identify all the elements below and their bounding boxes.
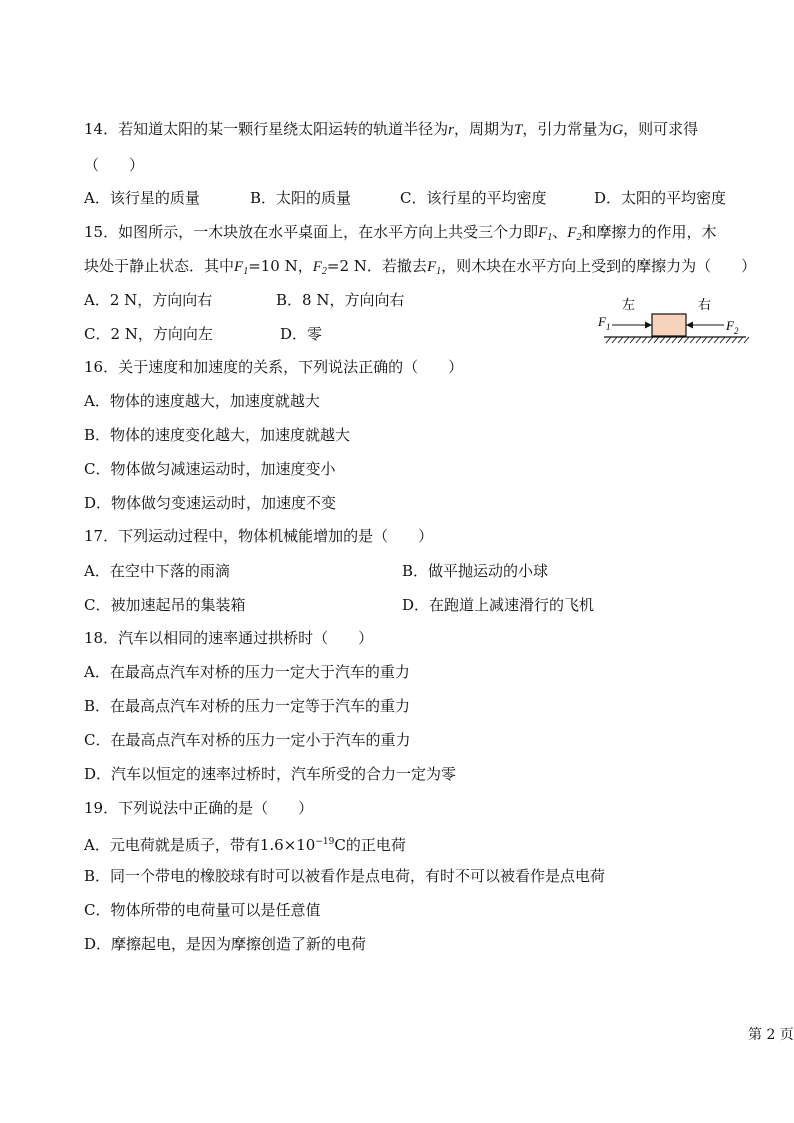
q16-option-d: D．物体做匀变速运动时，加速度不变	[84, 494, 337, 512]
option-d: D．零	[280, 325, 323, 343]
q19-option-d: D．摩擦起电，是因为摩擦创造了新的电荷	[84, 935, 367, 953]
q15-options-row1	[84, 290, 404, 310]
q19-option-a: A．元电荷就是质子，带有$1.6\times 10^{-19}C$的正电荷	[84, 836, 406, 854]
q17-options-row2	[84, 595, 595, 615]
q17-options-row1	[84, 561, 549, 581]
charge-value: 1.6×10	[259, 836, 316, 854]
q18-option-d: D．汽车以恒定的速率过桥时，汽车所受的合力一定为零	[84, 765, 457, 783]
q19-option-c: C．物体所带的电荷量可以是任意值	[84, 901, 321, 919]
q17-stem: 17．下列运动过程中，物体机械能增加的是（ ）	[84, 527, 434, 545]
option-b: B．做平抛运动的小球	[402, 562, 549, 580]
option-b: B．太阳的质量	[250, 189, 352, 207]
left-label: 左	[622, 298, 636, 313]
q16-option-b: B．物体的速度变化越大，加速度就越大	[84, 426, 351, 444]
right-label: 右	[698, 298, 712, 313]
q16-stem: 16．关于速度和加速度的关系，下列说法正确的（ ）	[84, 358, 464, 376]
q14-stem: 14．若知道太阳的某一颗行星绕太阳运转的轨道半径为r，周期为T，引力常量为G，则可求得	[84, 120, 699, 138]
q14-answer-paren: （ ）	[84, 156, 145, 174]
q15-stem-line1: 15．如图所示，一木块放在水平桌面上，在水平方向上共受三个力即$F_1$、$F_2$和摩擦力的作用，木	[84, 223, 717, 243]
q18-option-c: C．在最高点汽车对桥的压力一定小于汽车的重力	[84, 731, 411, 749]
option-b: B．8 N，方向向右	[276, 291, 405, 309]
q18-option-a: A．在最高点汽车对桥的压力一定大于汽车的重力	[84, 663, 410, 681]
option-c: C．该行星的平均密度	[400, 189, 547, 207]
option-a: A．2 N，方向向右	[84, 291, 213, 309]
surface-hatching	[606, 337, 749, 343]
force-diagram	[596, 292, 756, 354]
page-number: 第 2 页	[748, 1027, 794, 1043]
q15-stem-line2: 块处于静止状态．其中$F_1=10$ N，$F_2=2$ N．若撤去$F_1$，则木块在水平方向上受到的摩擦力为（ ）	[84, 257, 757, 277]
q19-option-b: B．同一个带电的橡胶球有时可以被看作是点电荷，有时不可以被看作是点电荷	[84, 867, 606, 885]
option-d: D．在跑道上减速滑行的飞机	[402, 596, 595, 614]
option-a: A．该行星的质量	[84, 189, 200, 207]
q16-option-c: C．物体做匀减速运动时，加速度变小	[84, 460, 336, 478]
option-c: C．被加速起吊的集装箱	[84, 596, 246, 614]
q18-option-b: B．在最高点汽车对桥的压力一定等于汽车的重力	[84, 697, 411, 715]
option-c: C．2 N，方向向左	[84, 325, 213, 343]
q15-options-row2	[84, 324, 322, 344]
q15-number: 15	[84, 223, 104, 241]
q14-options	[84, 188, 726, 208]
f2-label: $F_2$	[726, 318, 739, 336]
f1-label: $F_1$	[598, 314, 611, 332]
q16-option-a: A．物体的速度越大，加速度就越大	[84, 392, 320, 410]
option-d: D．太阳的平均密度	[594, 189, 727, 207]
q14-number: 14	[84, 120, 104, 138]
q18-stem: 18．汽车以相同的速率通过拱桥时（ ）	[84, 629, 374, 647]
q19-stem: 19．下列说法中正确的是（ ）	[84, 799, 314, 817]
wooden-block	[652, 314, 686, 336]
option-a: A．在空中下落的雨滴	[84, 562, 230, 580]
